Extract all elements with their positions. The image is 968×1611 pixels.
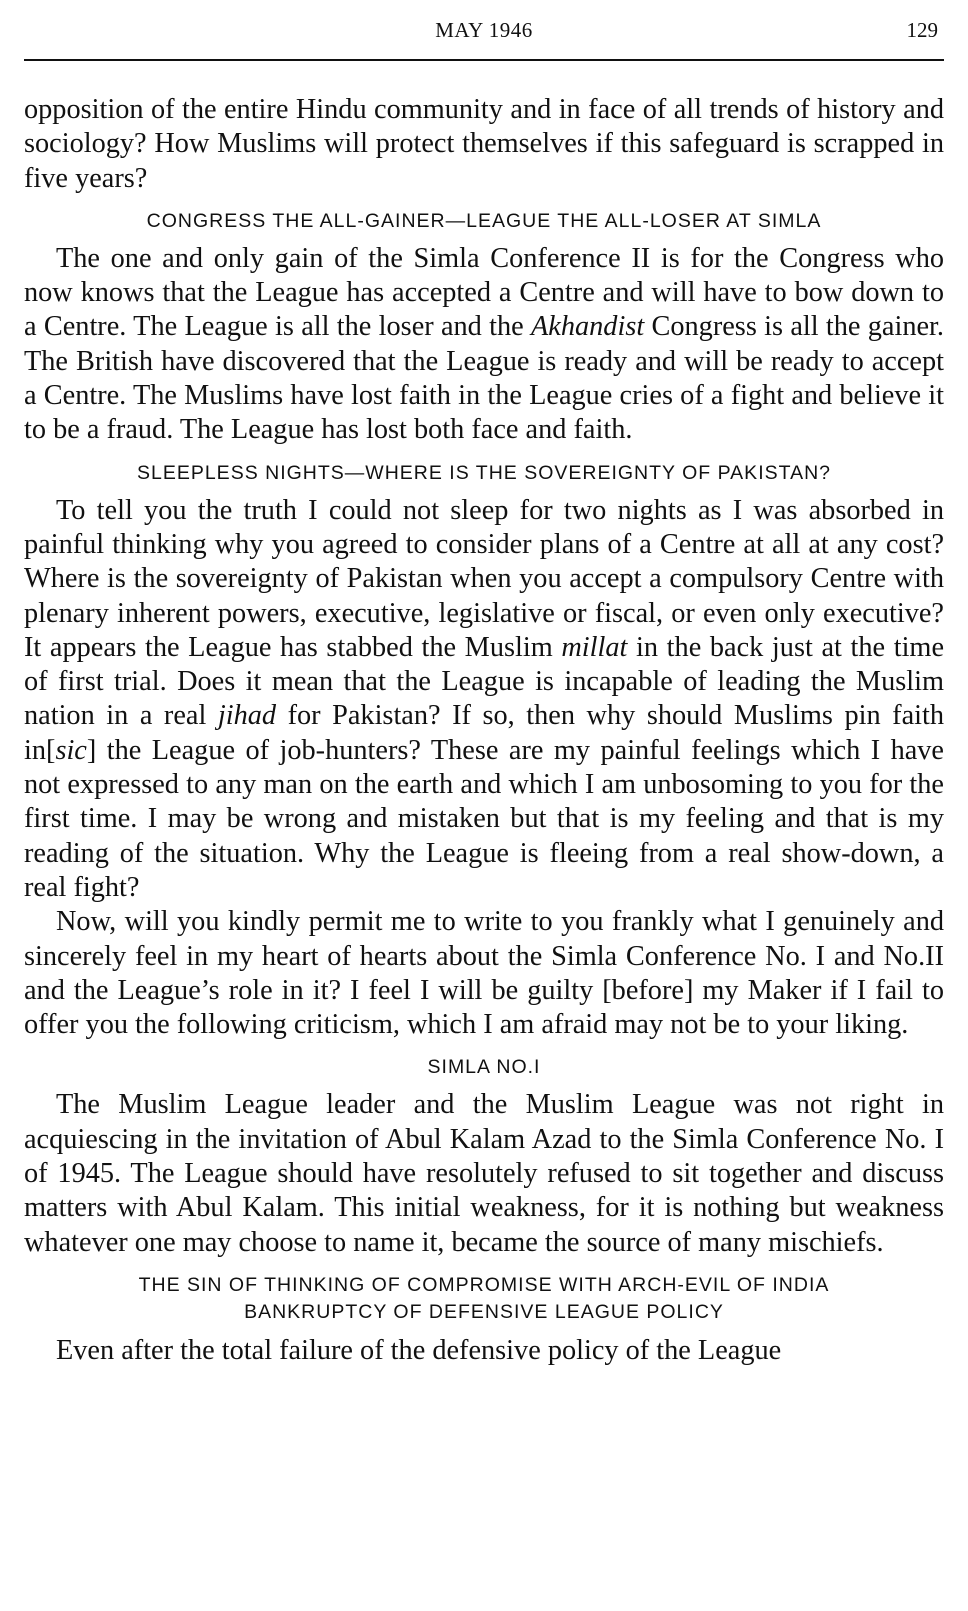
paragraph-simla-gain xyxy=(24,242,944,448)
page-number: 129 xyxy=(906,18,938,42)
section-heading-sleepless-nights: SLEEPLESS NIGHTS—WHERE IS THE SOVEREIGNTY OF PAKISTAN? xyxy=(136,461,832,484)
paragraph-sleepless-nights xyxy=(24,494,944,906)
page-body xyxy=(24,93,944,1368)
section-heading-sin-of-compromise xyxy=(24,1272,944,1326)
text-run: ] the League of job-hunters? These are my painful feelings which I have not expressed to any man on the earth and which I am unbosoming to you for the first time. I may be wrong and mistaken but that is my feeling and that is my reading of the situation. Why the League is fleeing from a real show-down, a real fight? xyxy=(24,734,944,903)
heading-line: BANKRUPTCY OF DEFENSIVE LEAGUE POLICY xyxy=(244,1300,724,1323)
italic-term-jihad: jihad xyxy=(217,700,277,732)
text-run: for Pakistan? If so, then why should Muslims pin faith in[ xyxy=(24,700,944,766)
page-header xyxy=(24,14,944,48)
section-heading-congress-all-gainer: CONGRESS THE ALL-GAINER—LEAGUE THE ALL-LOSER AT SIMLA xyxy=(146,209,822,232)
text-run: To tell you the truth I could not sleep for two nights as I was absorbed in painful thinking why you agreed to consider plans of a Centre at all at any cost? Where is the sovereignty of Pakistan when you accept a compulsory Centre with plenary inherent powers, executive, legislative or fiscal, or even only executive? It appears the League has stabbed the Muslim xyxy=(24,494,944,663)
text-run: The one and only gain of the Simla Conference II is for the Congress who now knows that the League has accepted a Centre and will have to bow down to a Centre. The League is all the loser and the xyxy=(24,242,944,343)
text-run: in the back just at the time of first trial. Does it mean that the League is incapable of leading the Muslim nation in a real xyxy=(24,631,944,732)
running-head: MAY 1946 xyxy=(435,18,533,42)
paragraph-frank-criticism: Now, will you kindly permit me to write to you frankly what I genuinely and sincerely feel in my heart of hearts about the Simla Conference No. I and No.II and the League’s role in it? I feel I will be guilty [before] my Maker if I fail to offer you the following criticism, which I am afraid may not be to your liking. xyxy=(24,906,944,1041)
text-run: Congress is all the gainer. The British have discovered that the League is ready and will be ready to accept a Centre. The Muslims have lost faith in the League cries of a fight and believe it to be a fraud. The League has lost both face and faith. xyxy=(24,311,944,446)
paragraph-simla-no1: The Muslim League leader and the Muslim League was not right in acquiescing in the invitation of Abul Kalam Azad to the Simla Conference No. I of 1945. The League should have resolutely refused to sit together and discuss matters with Abul Kalam. This initial weakness, for it is nothing but weakness whatever one may choose to name it, became the source of many mischiefs. xyxy=(24,1089,944,1258)
italic-term-sic: sic xyxy=(55,734,87,766)
italic-term-akhandist: Akhandist xyxy=(531,311,645,343)
header-rule xyxy=(24,59,944,61)
italic-term-millat: millat xyxy=(561,631,628,663)
section-heading-simla-no1: SIMLA NO.I xyxy=(427,1056,541,1079)
heading-line: THE SIN OF THINKING OF COMPROMISE WITH ARCH-EVIL OF INDIA xyxy=(138,1273,830,1296)
paragraph-continued: opposition of the entire Hindu community and in face of all trends of history and sociology? How Muslims will protect themselves if this safeguard is scrapped in five years? xyxy=(24,94,944,194)
paragraph-defensive-policy: Even after the total failure of the defensive policy of the League xyxy=(56,1334,782,1366)
